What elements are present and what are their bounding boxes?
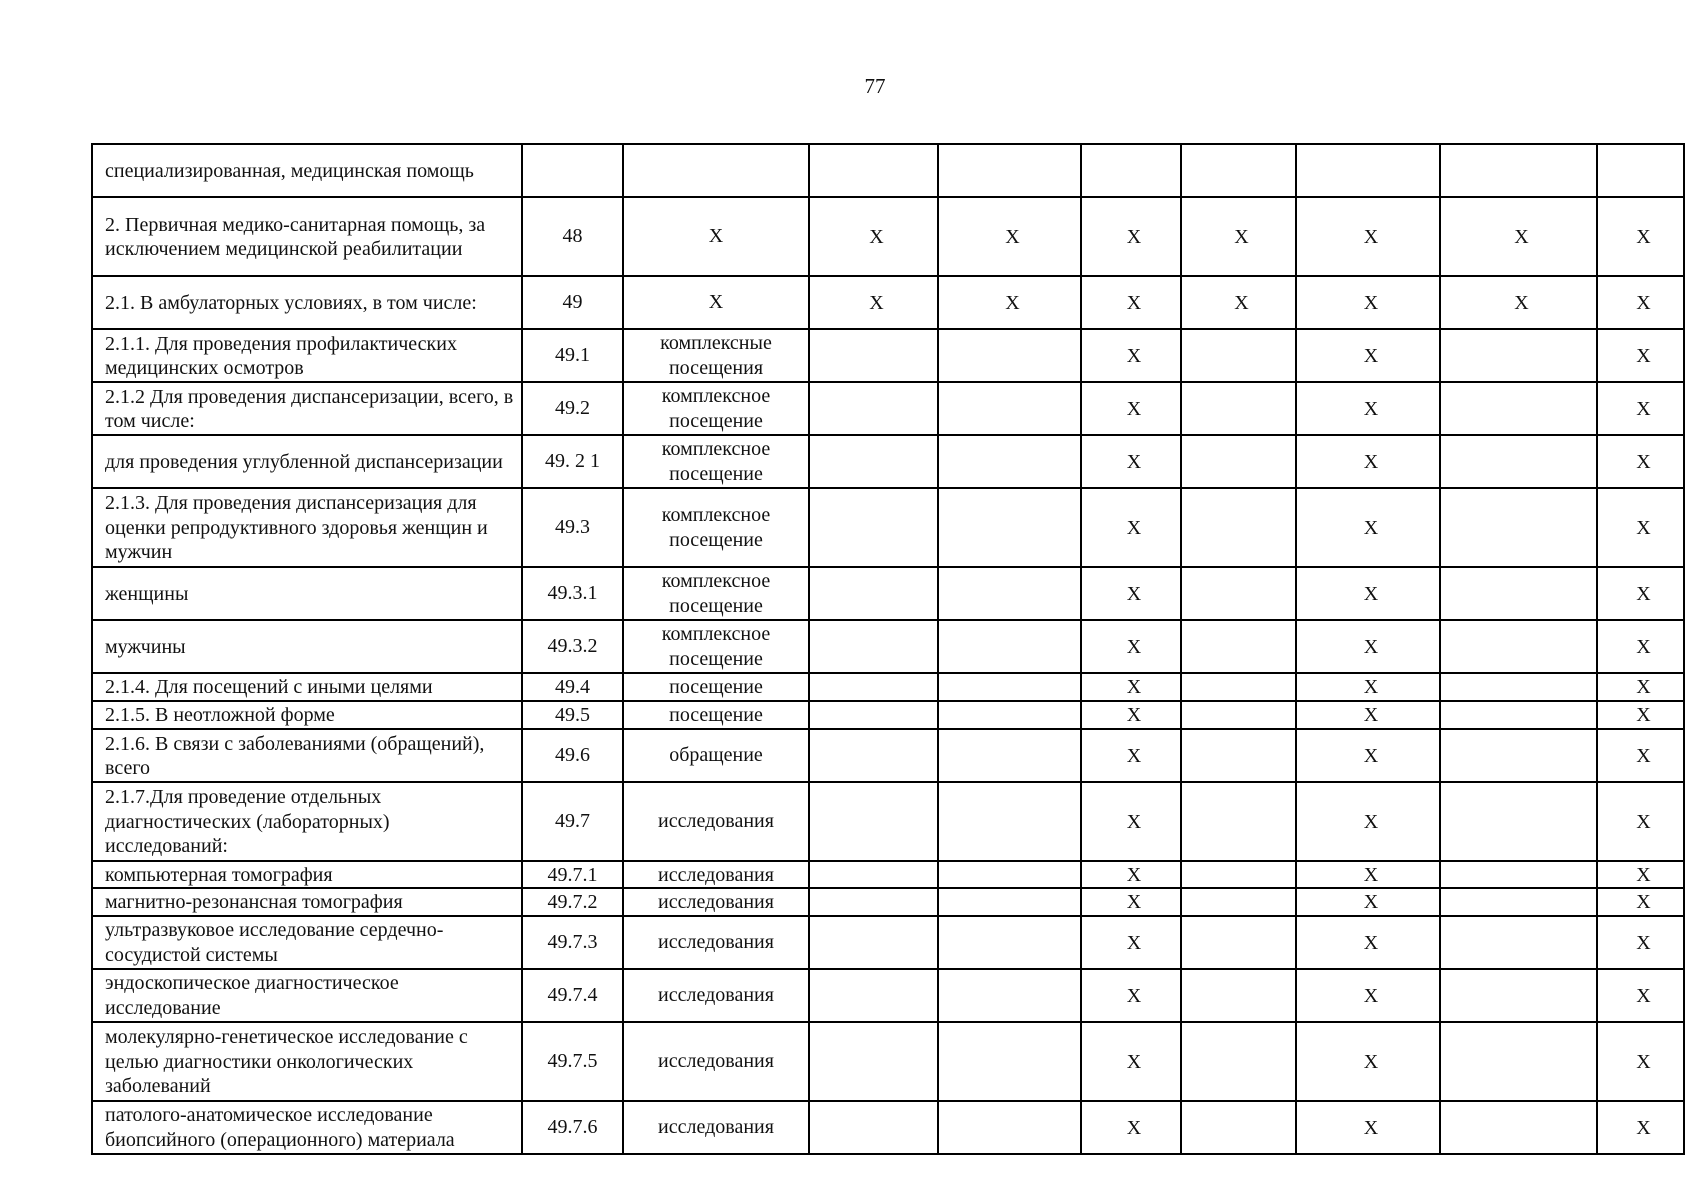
row-unit: исследования (623, 1101, 809, 1154)
value-cell (1181, 916, 1296, 969)
value-cell (1440, 861, 1597, 888)
value-cell (1181, 701, 1296, 729)
table-row (92, 916, 1684, 969)
value-cell (1440, 916, 1597, 969)
value-cell: X (1597, 1022, 1684, 1101)
value-cell: X (1597, 382, 1684, 435)
row-code: 49.3 (522, 488, 623, 567)
value-cell (1440, 782, 1597, 861)
value-cell (809, 729, 938, 782)
row-unit: комплексное посещение (623, 382, 809, 435)
row-unit: обращение (623, 729, 809, 782)
table-row (92, 329, 1684, 382)
value-cell: X (1081, 916, 1181, 969)
value-cell (1181, 382, 1296, 435)
value-cell (1181, 673, 1296, 701)
value-cell: X (1597, 197, 1684, 276)
value-cell: X (938, 276, 1081, 329)
table-row (92, 488, 1684, 567)
table-row (92, 382, 1684, 435)
value-cell: X (809, 197, 938, 276)
value-cell: X (1081, 729, 1181, 782)
value-cell (1181, 329, 1296, 382)
value-cell (938, 861, 1081, 888)
value-cell (1296, 144, 1440, 197)
value-cell: X (1597, 916, 1684, 969)
value-cell (1181, 782, 1296, 861)
value-cell: X (1597, 782, 1684, 861)
table-row (92, 701, 1684, 729)
value-cell: X (1296, 620, 1440, 673)
row-label: 2.1. В амбулаторных условиях, в том числе: (92, 276, 522, 329)
value-cell: X (1597, 488, 1684, 567)
value-cell: X (1296, 1022, 1440, 1101)
value-cell: X (809, 276, 938, 329)
value-cell (1181, 888, 1296, 915)
value-cell: X (1296, 701, 1440, 729)
value-cell: X (1296, 382, 1440, 435)
value-cell (1181, 567, 1296, 620)
value-cell: X (1597, 729, 1684, 782)
value-cell: X (1440, 276, 1597, 329)
value-cell (1440, 1022, 1597, 1101)
row-label: 2.1.6. В связи с заболеваниями (обращений), всего (92, 729, 522, 782)
row-unit: комплексное посещение (623, 488, 809, 567)
value-cell (1081, 144, 1181, 197)
row-unit (623, 144, 809, 197)
value-cell (809, 329, 938, 382)
value-cell (938, 673, 1081, 701)
value-cell (1440, 969, 1597, 1022)
value-cell (938, 329, 1081, 382)
value-cell (938, 620, 1081, 673)
value-cell (938, 701, 1081, 729)
row-label: 2.1.3. Для проведения диспансеризация для оценки репродуктивного здоровья женщин и мужчин (92, 488, 522, 567)
row-label: для проведения углубленной диспансеризации (92, 435, 522, 488)
value-cell (1440, 673, 1597, 701)
value-cell: X (1081, 329, 1181, 382)
value-cell (1597, 144, 1684, 197)
value-cell: X (1181, 276, 1296, 329)
table-row (92, 969, 1684, 1022)
table-row (92, 567, 1684, 620)
table-row (92, 144, 1684, 197)
row-label: магнитно-резонансная томография (92, 888, 522, 915)
row-unit: исследования (623, 916, 809, 969)
value-cell (1181, 1022, 1296, 1101)
value-cell (1440, 888, 1597, 915)
value-cell (1181, 1101, 1296, 1154)
value-cell (1440, 144, 1597, 197)
row-code: 49 (522, 276, 623, 329)
value-cell (809, 620, 938, 673)
value-cell: X (1440, 197, 1597, 276)
value-cell: X (1296, 488, 1440, 567)
value-cell (809, 488, 938, 567)
value-cell (938, 782, 1081, 861)
value-cell: X (1081, 435, 1181, 488)
value-cell (1440, 620, 1597, 673)
value-cell: X (1181, 197, 1296, 276)
row-unit: комплексное посещение (623, 620, 809, 673)
value-cell (938, 1022, 1081, 1101)
value-cell (809, 701, 938, 729)
value-cell: X (1296, 782, 1440, 861)
value-cell (938, 488, 1081, 567)
value-cell (938, 916, 1081, 969)
value-cell: X (1296, 197, 1440, 276)
value-cell (809, 782, 938, 861)
table-row (92, 276, 1684, 329)
value-cell: X (1081, 888, 1181, 915)
value-cell (809, 916, 938, 969)
value-cell (938, 382, 1081, 435)
table-row (92, 888, 1684, 915)
value-cell: X (1597, 329, 1684, 382)
value-cell (1181, 861, 1296, 888)
value-cell (809, 969, 938, 1022)
value-cell: X (1597, 1101, 1684, 1154)
row-label: специализированная, медицинская помощь (92, 144, 522, 197)
value-cell (1440, 729, 1597, 782)
row-unit: X (623, 276, 809, 329)
row-code: 49.7.4 (522, 969, 623, 1022)
row-code: 49.7 (522, 782, 623, 861)
row-unit: исследования (623, 782, 809, 861)
row-code: 49.2 (522, 382, 623, 435)
value-cell (1440, 488, 1597, 567)
row-label: патолого-анатомическое исследование биопсийного (операционного) материала (92, 1101, 522, 1154)
row-label: 2.1.4. Для посещений с иными целями (92, 673, 522, 701)
value-cell (1440, 382, 1597, 435)
value-cell: X (1597, 673, 1684, 701)
row-unit: комплексные посещения (623, 329, 809, 382)
value-cell: X (1597, 969, 1684, 1022)
value-cell (1181, 729, 1296, 782)
row-code: 48 (522, 197, 623, 276)
table-row (92, 1101, 1684, 1154)
row-code: 49.7.2 (522, 888, 623, 915)
value-cell (1181, 144, 1296, 197)
row-label: 2. Первичная медико-санитарная помощь, за исключением медицинской реабилитации (92, 197, 522, 276)
row-unit: посещение (623, 673, 809, 701)
value-cell: X (1296, 329, 1440, 382)
row-unit: исследования (623, 861, 809, 888)
value-cell (809, 1022, 938, 1101)
row-code: 49.1 (522, 329, 623, 382)
value-cell: X (1296, 673, 1440, 701)
row-unit: исследования (623, 888, 809, 915)
value-cell: X (1597, 861, 1684, 888)
page-number: 77 (864, 74, 886, 98)
table-row (92, 782, 1684, 861)
table-row (92, 1022, 1684, 1101)
row-code: 49.7.6 (522, 1101, 623, 1154)
row-unit: исследования (623, 969, 809, 1022)
row-label: компьютерная томография (92, 861, 522, 888)
value-cell (1181, 969, 1296, 1022)
table-body (92, 144, 1684, 1154)
value-cell: X (1597, 276, 1684, 329)
table-row (92, 729, 1684, 782)
value-cell: X (1296, 861, 1440, 888)
row-unit: X (623, 197, 809, 276)
value-cell (809, 567, 938, 620)
row-unit: комплексное посещение (623, 435, 809, 488)
value-cell (809, 1101, 938, 1154)
data-table (91, 143, 1685, 1155)
row-code: 49.7.3 (522, 916, 623, 969)
row-code (522, 144, 623, 197)
row-label: мужчины (92, 620, 522, 673)
value-cell: X (1296, 888, 1440, 915)
value-cell: X (1081, 673, 1181, 701)
value-cell: X (1296, 729, 1440, 782)
value-cell (938, 435, 1081, 488)
value-cell: X (938, 197, 1081, 276)
row-code: 49. 2 1 (522, 435, 623, 488)
table-row (92, 861, 1684, 888)
value-cell: X (1296, 276, 1440, 329)
value-cell (809, 382, 938, 435)
value-cell (809, 435, 938, 488)
value-cell (809, 888, 938, 915)
value-cell: X (1597, 888, 1684, 915)
row-code: 49.6 (522, 729, 623, 782)
value-cell (938, 888, 1081, 915)
value-cell (1440, 329, 1597, 382)
value-cell: X (1597, 701, 1684, 729)
value-cell: X (1081, 488, 1181, 567)
row-label: 2.1.2 Для проведения диспансеризации, всего, в том числе: (92, 382, 522, 435)
value-cell (938, 729, 1081, 782)
value-cell (1181, 620, 1296, 673)
value-cell: X (1081, 969, 1181, 1022)
table-row (92, 620, 1684, 673)
value-cell (809, 673, 938, 701)
value-cell: X (1296, 916, 1440, 969)
value-cell: X (1296, 567, 1440, 620)
value-cell (938, 567, 1081, 620)
row-label: женщины (92, 567, 522, 620)
value-cell: X (1597, 620, 1684, 673)
row-code: 49.7.1 (522, 861, 623, 888)
value-cell: X (1081, 701, 1181, 729)
row-label: 2.1.7.Для проведение отдельных диагностических (лабораторных) исследований: (92, 782, 522, 861)
value-cell (1181, 435, 1296, 488)
value-cell: X (1081, 276, 1181, 329)
row-unit: комплексное посещение (623, 567, 809, 620)
value-cell (1440, 435, 1597, 488)
value-cell: X (1081, 861, 1181, 888)
value-cell (938, 1101, 1081, 1154)
value-cell (809, 144, 938, 197)
value-cell: X (1081, 782, 1181, 861)
value-cell (938, 969, 1081, 1022)
value-cell: X (1296, 969, 1440, 1022)
row-code: 49.4 (522, 673, 623, 701)
row-code: 49.5 (522, 701, 623, 729)
row-unit: исследования (623, 1022, 809, 1101)
value-cell (1440, 567, 1597, 620)
row-label: эндоскопическое диагностическое исследование (92, 969, 522, 1022)
value-cell: X (1081, 567, 1181, 620)
row-label: ультразвуковое исследование сердечно-сосудистой системы (92, 916, 522, 969)
value-cell: X (1296, 1101, 1440, 1154)
value-cell: X (1296, 435, 1440, 488)
value-cell (1181, 488, 1296, 567)
value-cell (809, 861, 938, 888)
value-cell: X (1081, 382, 1181, 435)
value-cell: X (1597, 567, 1684, 620)
row-code: 49.3.2 (522, 620, 623, 673)
row-label: 2.1.5. В неотложной форме (92, 701, 522, 729)
table-row (92, 197, 1684, 276)
row-unit: посещение (623, 701, 809, 729)
value-cell (938, 144, 1081, 197)
row-code: 49.7.5 (522, 1022, 623, 1101)
value-cell: X (1081, 620, 1181, 673)
row-label: молекулярно-генетическое исследование с целью диагностики онкологических заболеваний (92, 1022, 522, 1101)
value-cell: X (1081, 1022, 1181, 1101)
value-cell (1440, 701, 1597, 729)
value-cell: X (1081, 1101, 1181, 1154)
value-cell: X (1081, 197, 1181, 276)
row-label: 2.1.1. Для проведения профилактических медицинских осмотров (92, 329, 522, 382)
table-row (92, 673, 1684, 701)
value-cell (1440, 1101, 1597, 1154)
table-row (92, 435, 1684, 488)
row-code: 49.3.1 (522, 567, 623, 620)
value-cell: X (1597, 435, 1684, 488)
